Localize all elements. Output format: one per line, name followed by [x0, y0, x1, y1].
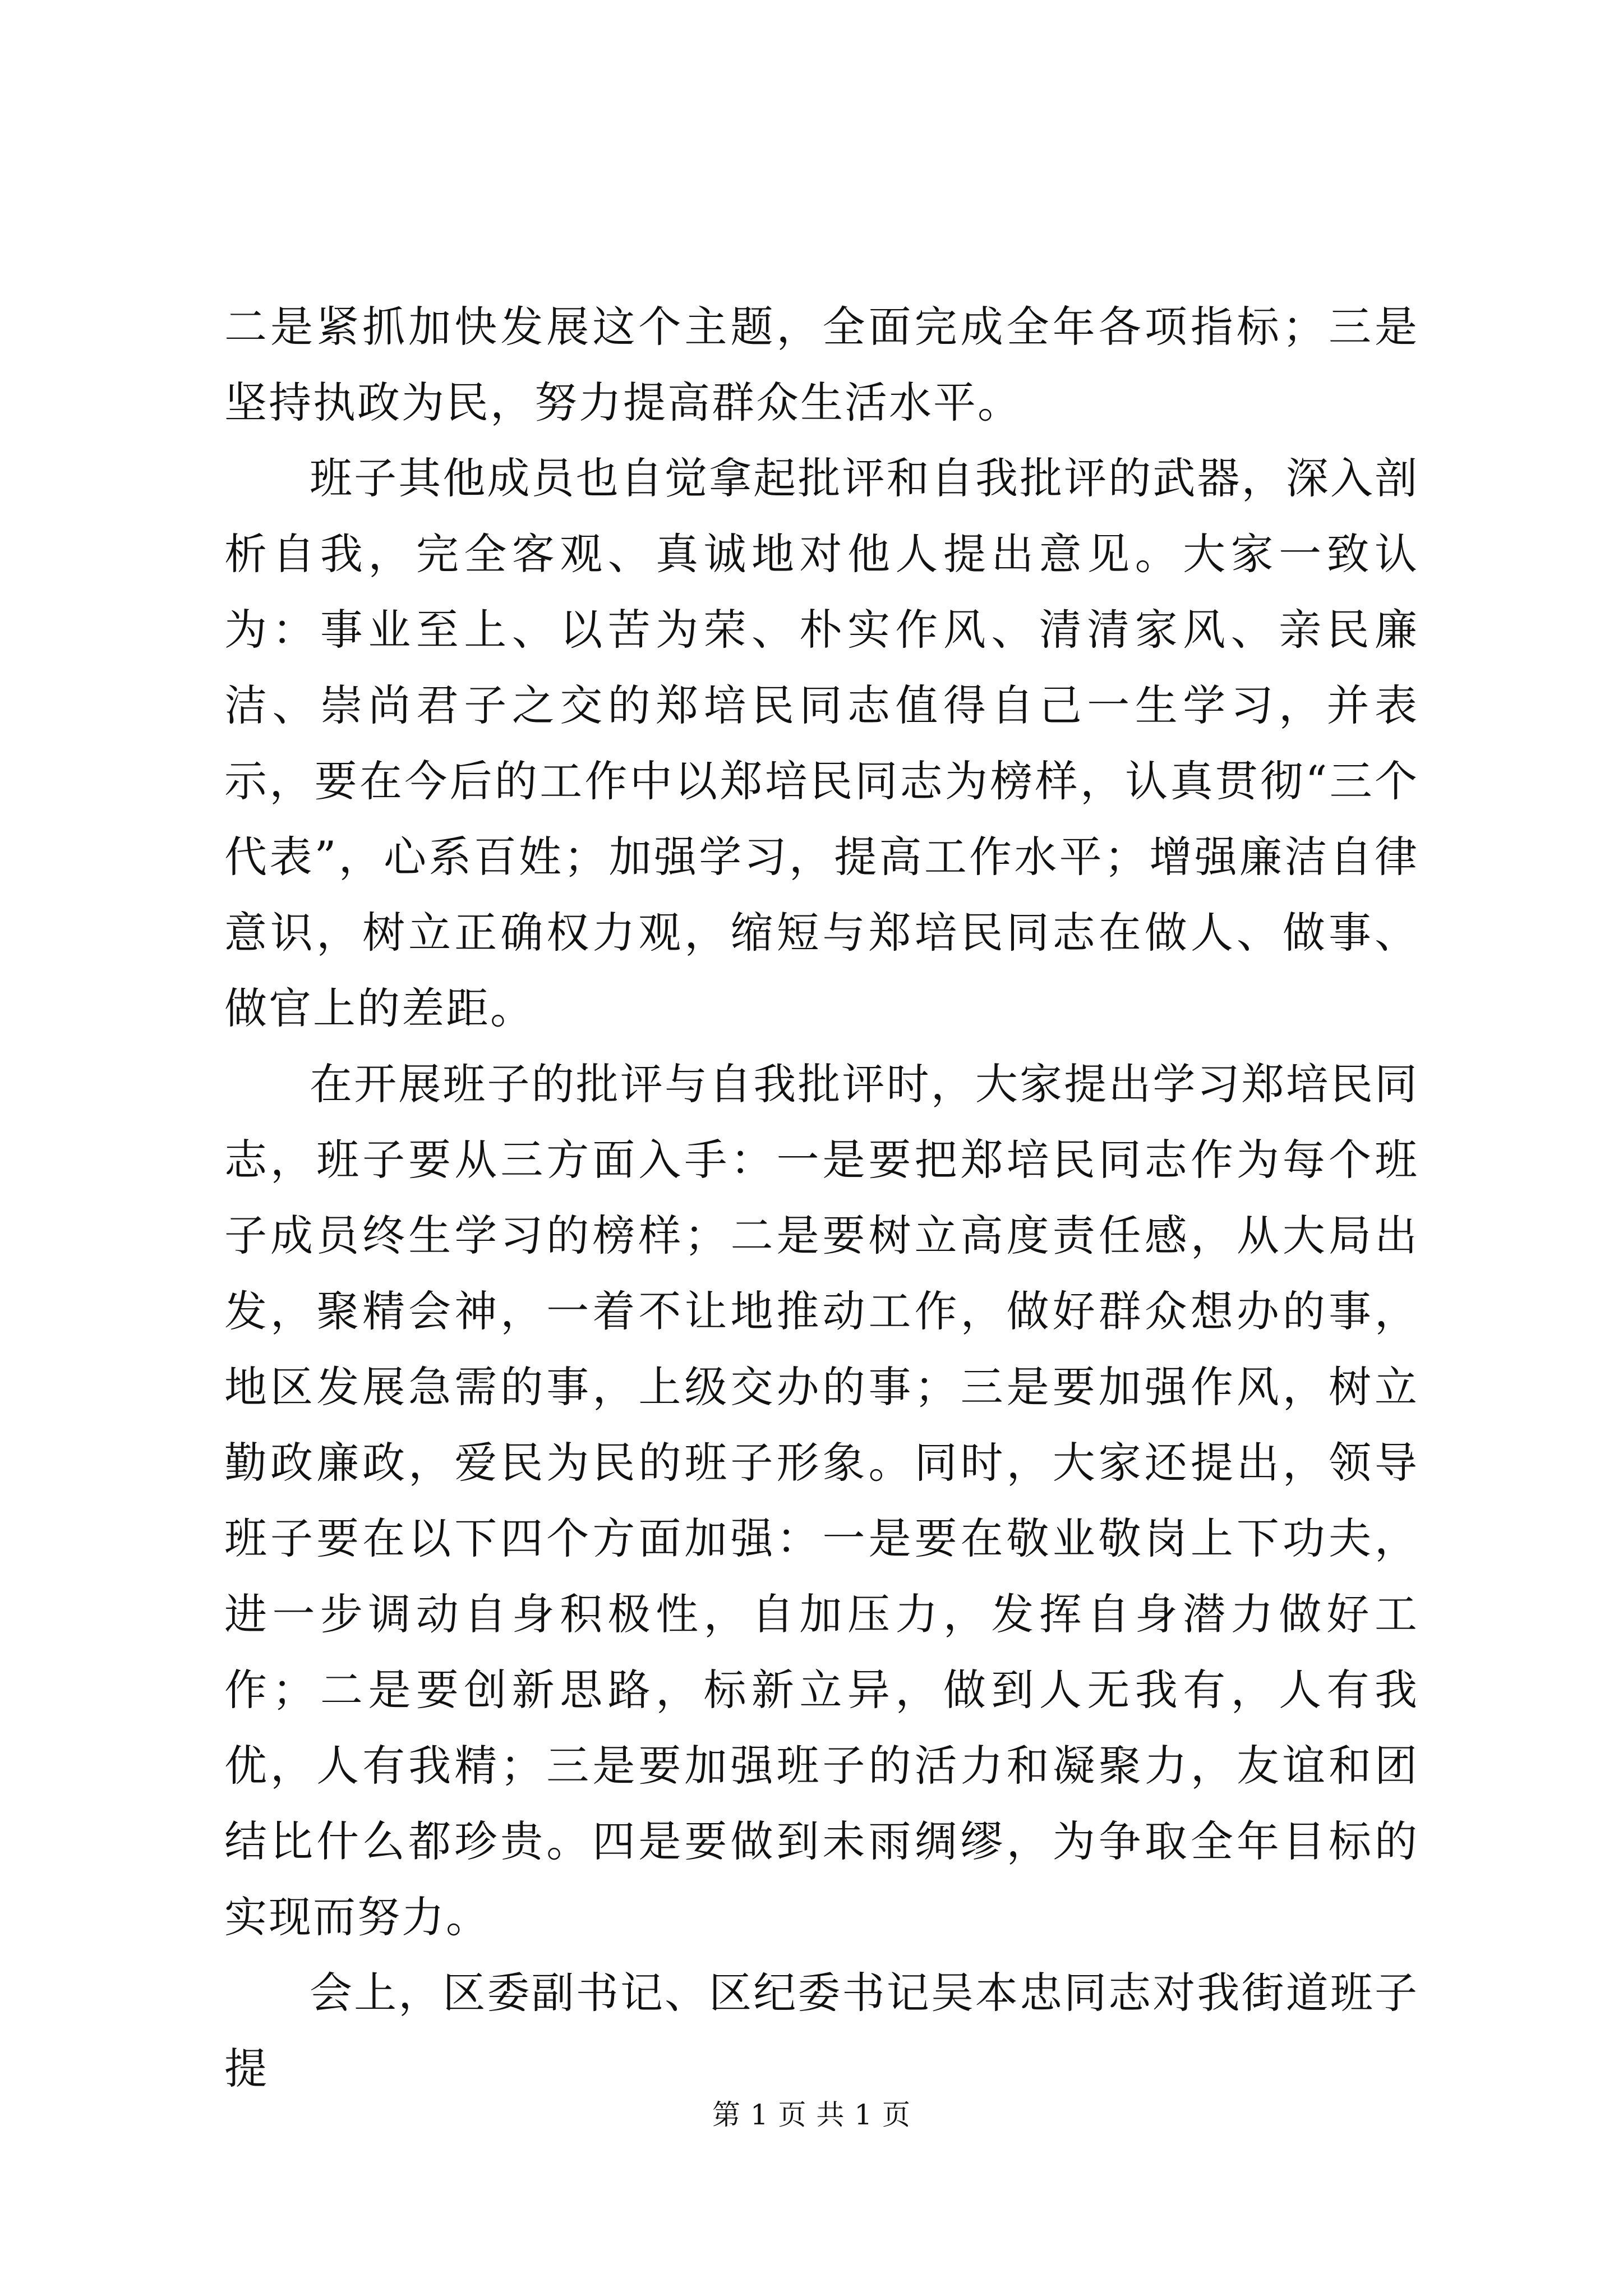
paragraph-team-members: 班子其他成员也自觉拿起批评和自我批评的武器，深入剖析自我，完全客观、真诚地对他人提出意见。大家一致认为：事业至上、以苦为荣、朴实作风、清清家风、亲民廉洁、崇尚君子之交的郑培民同志值得自己一生学习，并表示，要在今后的工作中以郑培民同志为榜样，认真贯彻“三个代表”，心系百姓；加强学习，提高工作水平；增强廉洁自律意识，树立正确权力观，缩短与郑培民同志在做人、做事、做官上的差距。	[224, 453, 1419, 1033]
paragraph-criticism-session: 在开展班子的批评与自我批评时，大家提出学习郑培民同志，班子要从三方面入手：一是要把郑培民同志作为每个班子成员终生学习的榜样；二是要树立高度责任感，从大局出发，聚精会神，一着不让地推动工作，做好群众想办的事，地区发展急需的事，上级交办的事；三是要加强作风，树立勤政廉政，爱民为民的班子形象。同时，大家还提出，领导班子要在以下四个方面加强：一是要在敬业敬岗上下功夫，进一步调动自身积极性，自加压力，发挥自身潜力做好工作；二是要创新思路，标新立异，做到人无我有，人有我优，人有我精；三是要加强班子的活力和凝聚力，友谊和团结比什么都珍贵。四是要做到未雨绸缪，为争取全年目标的实现而努力。	[224, 1059, 1419, 1942]
paragraph-meeting: 会上，区委副书记、区纪委书记吴本忠同志对我街道班子提	[224, 1968, 1419, 2093]
paragraph-continuation: 二是紧抓加快发展这个主题，全面完成全年各项指标；三是坚持执政为民，努力提高群众生活水平。	[224, 302, 1419, 427]
page-footer: 第 1 页 共 1 页	[712, 2099, 911, 2131]
document-body	[224, 289, 1419, 2106]
